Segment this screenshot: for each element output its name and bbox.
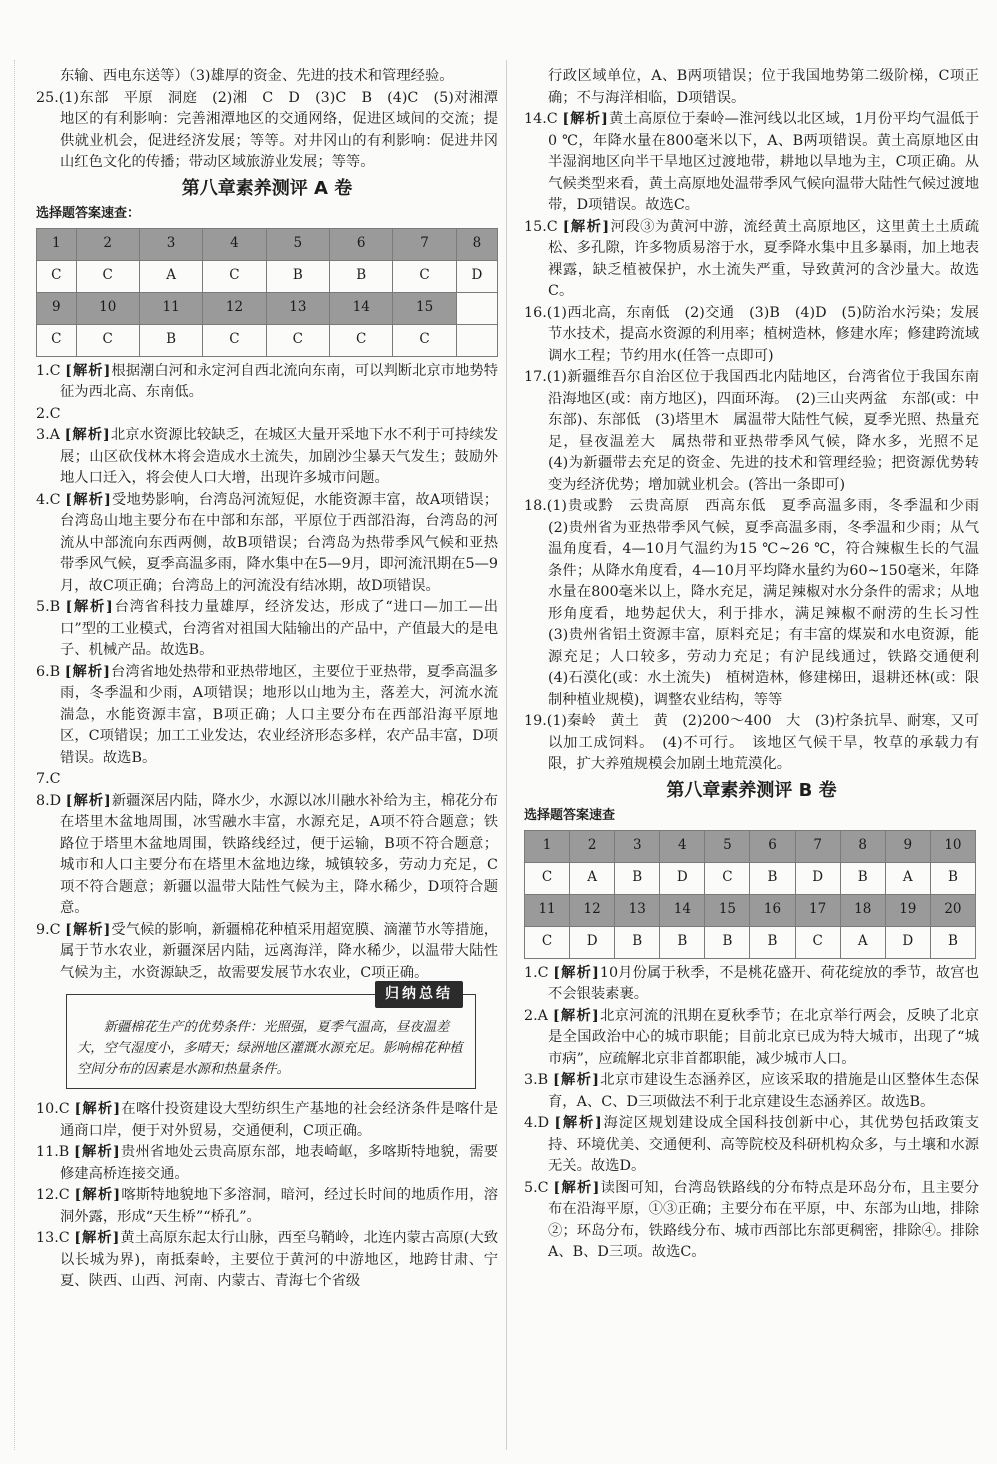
answer-item: 5.B [解析]台湾省科技力量雄厚，经济发达，形成了“进口—加工—出口”型的工业模式，台湾省对祖国大陆输出的产品中，产值最大的是电子、机械产品。故选B。: [36, 599, 499, 658]
table-row: [37, 228, 498, 260]
text-paragraph: 行政区域单位，A、B两项错误；位于我国地势第二级阶梯，C项正确；不与海洋相临，D项错误。: [548, 68, 979, 106]
answer-item: 5.C [解析]读图可知，台湾岛铁路线的分布特点是环岛分布，且主要分布在沿海平原，①③正确；主要分布在平原，中、东部为山地，排除②；环岛分布，铁路线分布、城市西部比东部更稠密，排除④。排除A、B、D三项。故选C。: [524, 1179, 980, 1260]
table-cell: 15: [393, 292, 456, 324]
table-cell: B: [139, 324, 202, 356]
table-cell: 2: [76, 228, 139, 260]
table-cell: B: [660, 926, 705, 958]
table-cell: B: [705, 926, 750, 958]
table-cell: B: [615, 926, 660, 958]
table-cell: B: [840, 862, 885, 894]
table-cell: 12: [203, 292, 266, 324]
right-column: [524, 66, 994, 1264]
table-cell: 5: [266, 228, 329, 260]
answer-item: 3.B [解析]北京市建设生态涵养区，应该采取的措施是山区整体生态保育，A、C、D三项做法不利于北京建设生态涵养区。故选B。: [524, 1072, 979, 1110]
table-cell: A: [840, 926, 885, 958]
answer-item: 11.B [解析]贵州省地处云贵高原东部，地表崎岖，多喀斯特地貌，需要修建高桥连接交通。: [36, 1144, 499, 1182]
table-cell: C: [37, 260, 77, 292]
answer-item: 13.C [解析]黄土高原东起太行山脉，西至乌鞘岭，北连内蒙古高原(大致以长城为界)，南抵秦岭，主要位于黄河的中游地区，地跨甘肃、宁夏、陕西、山西、河南、内蒙古、青海七个省级: [36, 1230, 498, 1289]
table-cell: [456, 324, 497, 356]
answer-item: 16.(1)西北高，东南低 (2)交通 (3)B (4)D (5)防治水污染；发展节水技术，提高水资源的利用率；植树造林，修建水库；修建跨流域调水工程；节约用水(任答一点即可): [524, 304, 979, 364]
section-b-title: 第八章素养测评 B 卷: [666, 779, 837, 801]
text-paragraph: 东输、西电东送等）（3)雄厚的资金、先进的技术和管理经验。: [60, 68, 454, 84]
table-cell: C: [795, 926, 840, 958]
table-row: [525, 926, 976, 958]
table-cell: B: [330, 260, 393, 292]
table-cell: B: [750, 862, 795, 894]
table-cell: 11: [525, 894, 570, 926]
table-row: [525, 830, 976, 862]
column-divider: [506, 60, 507, 1450]
table-cell: 16: [750, 894, 795, 926]
answer-item: 1.C [解析]10月份属于秋季，不是桃花盛开、荷花绽放的季节，故宫也不会银装素裹。: [524, 964, 979, 1002]
binding-edge: [0, 60, 15, 1450]
table-row: [37, 260, 498, 292]
answer-item: 6.B [解析]台湾省地处热带和亚热带地区，主要位于亚热带，夏季高温多雨，冬季温和少雨，A项错误；地形以山地为主，落差大，河流水流湍急，水能资源丰富，B项正确；人口主要分布在西部沿海平原地区，C项错误；加工工业发达，农业经济形态多样，农产品丰富，D项错误。故选B。: [36, 663, 499, 766]
table-cell: 20: [930, 894, 975, 926]
table-cell: 3: [139, 228, 202, 260]
table-row: [525, 862, 976, 894]
table-cell: 4: [660, 830, 705, 862]
table-cell: 19: [885, 894, 930, 926]
table-cell: C: [705, 862, 750, 894]
table-cell: B: [750, 926, 795, 958]
table-cell: 15: [705, 894, 750, 926]
answer-25: 25.(1)东部 平原 洞庭 (2)湘 C D (3)C B (4)C (5)对湘潭地区的有利影响：完善湘潭地区的交通网络，促进区域间的交流；提供就业机会，促进经济发展；等等。对井冈山的有利影响：促进井冈山红色文化的传播；带动区域旅游业发展；等等。: [36, 89, 498, 170]
table-cell: B: [266, 260, 329, 292]
table-cell: 13: [615, 894, 660, 926]
table-cell: C: [393, 324, 456, 356]
answer-item: 18.(1)贵或黔 云贵高原 西高东低 夏季高温多雨，冬季温和少雨 (2)贵州省为亚热带季风气候，夏季高温多雨，冬季温和少雨；从气温角度看，4—10月气温约为15 ℃~26 ℃，符合辣椒生长的气温条件；从降水角度看，4—10月平均降水量约为60~150毫米，年降水量在800毫米以上，降水充足，满足辣椒对水分条件的需求；从地形角度看，地势起伏大，利于排水，满足辣椒不耐涝的生长习性 (3)贵州省铝土资源丰富，原料充足；有丰富的煤炭和水电资源，能源充足；人口较多，劳动力充足；有沪昆线通过，铁路交通便利 (4)石漠化(或：水土流失) 植树造林，修建梯田，退耕还林(或：限制种植业规模)，调整农业结构，等等: [524, 498, 994, 708]
section-a-title: 第八章素养测评 A 卷: [181, 177, 353, 199]
summary-tag: 归纳总结: [375, 981, 463, 1008]
table-cell: 5: [705, 830, 750, 862]
table-cell: 1: [525, 830, 570, 862]
table-cell: 10: [76, 292, 139, 324]
table-cell: 17: [795, 894, 840, 926]
table-cell: 13: [266, 292, 329, 324]
table-cell: C: [266, 324, 329, 356]
table-cell: 18: [840, 894, 885, 926]
table-cell: B: [930, 926, 975, 958]
table-cell: 7: [795, 830, 840, 862]
answer-item: 3.A [解析]北京水资源比较缺乏，在城区大量开采地下水不利于可持续发展；山区砍伐林木将会造成水土流失，加剧沙尘暴天气发生；鼓励外地人口迁入，将会使人口大增，出现许多城市问题。: [36, 427, 499, 486]
table-cell: C: [393, 260, 456, 292]
table-cell: D: [660, 862, 705, 894]
table-cell: 6: [330, 228, 393, 260]
table-cell: 3: [615, 830, 660, 862]
table-cell: B: [930, 862, 975, 894]
answer-table-b: [524, 830, 976, 959]
table-cell: 10: [930, 830, 975, 862]
answer-item: 8.D [解析]新疆深居内陆，降水少，水源以冰川融水补给为主，棉花分布在塔里木盆地周围，冰雪融水丰富，水源充足，A项不符合题意；铁路位于塔里木盆地周围，铁路线经过，便于运输，B项不符合题意；城市和人口主要分布在塔里木盆地边缘，城镇较多，劳动力充足，C项不符合题意；新疆以温带大陆性气候为主，降水稀少，D项符合题意。: [36, 792, 499, 916]
table-cell: 4: [203, 228, 266, 260]
answer-item: 19.(1)秦岭 黄土 黄 (2)200～400 大 (3)柠条抗旱、耐寒，又可以加工成饲料。 (4)不可行。 该地区气候干旱，牧草的承载力有限，扩大养殖规模会加剧土地荒漠化。: [524, 713, 979, 772]
answer-table-label: 选择题答案速查: [524, 807, 616, 823]
table-cell: C: [203, 324, 266, 356]
table-cell: C: [76, 260, 139, 292]
table-cell: C: [525, 862, 570, 894]
table-cell: 6: [750, 830, 795, 862]
summary-box: [66, 986, 476, 1089]
answer-item: 1.C [解析]根据潮白河和永定河自西北流向东南，可以判断北京市地势特征为西北高、东南低。: [36, 362, 499, 400]
table-cell: 11: [139, 292, 202, 324]
answer-item: 2.C: [36, 405, 61, 422]
table-cell: 9: [37, 292, 77, 324]
answer-item: 4.D [解析]海淀区规划建设成全国科技创新中心，其优势包括政策支持、环境优美、交通便利、高等院校及科研机构众多，与土壤和水源无关。故选D。: [524, 1115, 980, 1174]
table-cell: C: [76, 324, 139, 356]
table-cell: [456, 292, 497, 324]
table-cell: C: [525, 926, 570, 958]
left-column: [36, 66, 498, 1293]
table-cell: B: [615, 862, 660, 894]
table-cell: 8: [456, 228, 497, 260]
answer-item: 14.C [解析]黄土高原位于秦岭—淮河线以北区域，1月份平均气温低于0 ℃，年降水量在800毫米以下，A、B两项错误。黄土高原地区由半湿润地区向半干旱地区过渡地带，耕地以旱地为主，C项正确。从气候类型来看，黄土高原地处温带季风气候向温带大陆性气候过渡地带，D项错误。故选C。: [524, 111, 980, 213]
table-row: [37, 292, 498, 324]
table-cell: 1: [37, 228, 77, 260]
answer-item: 7.C: [36, 771, 61, 787]
table-cell: C: [37, 324, 77, 356]
table-cell: C: [330, 324, 393, 356]
table-cell: 9: [885, 830, 930, 862]
answer-table-a: [36, 228, 498, 357]
table-cell: D: [456, 260, 497, 292]
table-cell: 7: [393, 228, 456, 260]
table-cell: 12: [570, 894, 615, 926]
table-cell: 14: [660, 894, 705, 926]
summary-text: 新疆棉花生产的优势条件：光照强，夏季气温高，昼夜温差大，空气湿度小，多晴天；绿洲地区灌溉水源充足。影响棉花种植空间分布的因素是水源和热量条件。: [77, 1020, 463, 1077]
table-cell: 8: [840, 830, 885, 862]
answer-item: 9.C [解析]受气候的影响，新疆棉花种植采用超宽膜、滴灌节水等措施，属于节水农业，新疆深居内陆，远离海洋，降水稀少，以温带大陆性气候为主，水资源缺乏，故需要发展节水农业，C项正确。: [36, 921, 499, 981]
table-cell: 14: [330, 292, 393, 324]
answer-item: 12.C [解析]喀斯特地貌地下多溶洞，暗河，经过长时间的地质作用，溶洞外露，形成“天生桥”“桥孔”。: [36, 1187, 499, 1225]
table-cell: 2: [570, 830, 615, 862]
table-cell: D: [795, 862, 840, 894]
answer-item: 4.C [解析]受地势影响，台湾岛河流短促，水能资源丰富，故A项错误；台湾岛山地主要分布在中部和东部，平原位于西部沿海，台湾岛的河流从中部流向东西两侧，故B项错误；台湾岛为热带季风气候和亚热带季风气候，夏季高温多雨，降水集中在5—9月，即河流汛期在5—9月，故C项正确；台湾岛上的河流没有结冰期，故D项错误。: [36, 491, 498, 594]
table-cell: D: [570, 926, 615, 958]
table-cell: A: [885, 862, 930, 894]
table-row: [525, 894, 976, 926]
answer-item: 17.(1)新疆维吾尔自治区位于我国西北内陆地区，台湾省位于我国东南沿海地区(或：南方地区)，四面环海。 (2)三山夹两盆 东部(或：中东部)、东部低 (3)塔里木 属温带大陆性气候，夏季光照、热量充足，昼夜温差大 属热带和亚热带季风气候，降水多，光照不足 (4)为新疆带去充足的资金、先进的技术和管理经验；把资源优势转变为经济优势；增加就业机会。(答出一条即可): [524, 369, 994, 493]
table-cell: D: [885, 926, 930, 958]
table-cell: A: [139, 260, 202, 292]
table-row: [37, 324, 498, 356]
table-cell: A: [570, 862, 615, 894]
answer-item: 10.C [解析]在喀什投资建设大型纺织生产基地的社会经济条件是喀什是通商口岸，便于对外贸易，交通便利，C项正确。: [36, 1101, 499, 1139]
answer-item: 15.C [解析]河段③为黄河中游，流经黄土高原地区，这里黄土土质疏松、多孔隙，许多物质易溶于水，夏季降水集中且多暴雨，加上地表裸露，缺乏植被保护，水土流失严重，导致黄河的含沙量大。故选C。: [524, 218, 980, 299]
answer-item: 2.A [解析]北京河流的汛期在夏秋季节；在北京举行两会，反映了北京是全国政治中心的城市职能；目前北京已成为特大城市，出现了“城市病”，应疏解北京非首都职能，减少城市人口。: [524, 1007, 980, 1067]
table-cell: C: [203, 260, 266, 292]
answer-table-label: 选择题答案速查：: [36, 205, 141, 221]
